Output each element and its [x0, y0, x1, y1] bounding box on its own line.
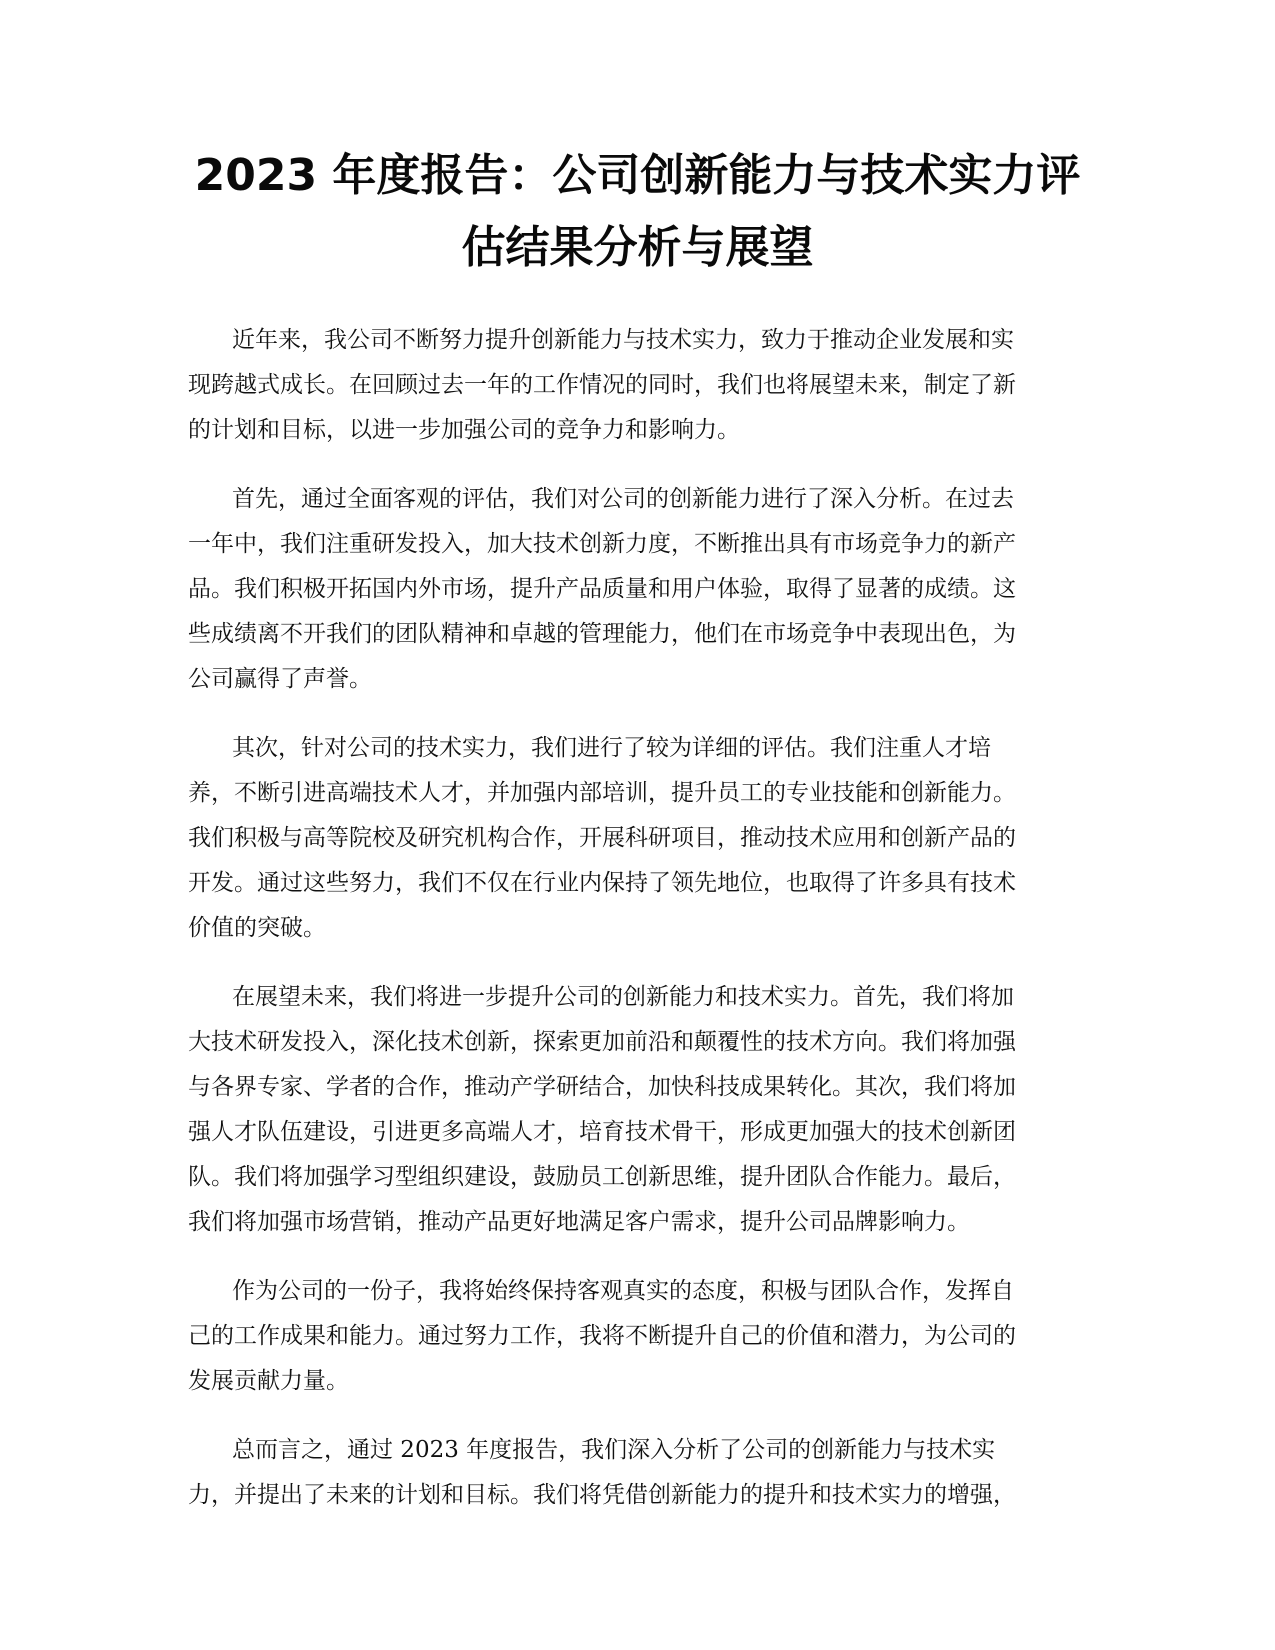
- paragraph: [188, 975, 1088, 1245]
- paragraph-line: 力，并提出了未来的计划和目标。我们将凭借创新能力的提升和技术实力的增强，: [188, 1482, 1016, 1508]
- paragraph-line: 我们积极与高等院校及研究机构合作，开展科研项目，推动技术应用和创新产品的: [188, 825, 1016, 851]
- title-line: 估结果分析与展望: [461, 222, 814, 273]
- paragraph-line: 大技术研发投入，深化技术创新，探索更加前沿和颠覆性的技术方向。我们将加强: [188, 1029, 1016, 1055]
- paragraph-line: 队。我们将加强学习型组织建设，鼓励员工创新思维，提升团队合作能力。最后，: [188, 1164, 1016, 1190]
- paragraph-line: 些成绩离不开我们的团队精神和卓越的管理能力，他们在市场竞争中表现出色，为: [188, 621, 1016, 647]
- paragraph-line: 价值的突破。: [188, 915, 326, 941]
- paragraph-line: 近年来，我公司不断努力提升创新能力与技术实力，致力于推动企业发展和实: [232, 327, 1014, 353]
- paragraph-line: 一年中，我们注重研发投入，加大技术创新力度，不断推出具有市场竞争力的新产: [188, 531, 1016, 557]
- paragraph-line: 发展贡献力量。: [188, 1368, 349, 1394]
- document-title: [170, 140, 1105, 284]
- paragraph-line: 现跨越式成长。在回顾过去一年的工作情况的同时，我们也将展望未来，制定了新: [188, 372, 1016, 398]
- paragraph-line: 品。我们积极开拓国内外市场，提升产品质量和用户体验，取得了显著的成绩。这: [188, 576, 1016, 602]
- paragraph-line: 养，不断引进高端技术人才，并加强内部培训，提升员工的专业技能和创新能力。: [188, 780, 1016, 806]
- document-body: [188, 318, 1088, 1542]
- paragraph-line: 己的工作成果和能力。通过努力工作，我将不断提升自己的价值和潜力，为公司的: [188, 1323, 1016, 1349]
- paragraph-line: 其次，针对公司的技术实力，我们进行了较为详细的评估。我们注重人才培: [232, 735, 991, 761]
- paragraph: [188, 1428, 1088, 1518]
- paragraph: [188, 318, 1088, 453]
- paragraph-line: 首先，通过全面客观的评估，我们对公司的创新能力进行了深入分析。在过去: [232, 486, 1014, 512]
- paragraph-line: 公司赢得了声誉。: [188, 666, 372, 692]
- title-line: 2023 年度报告：公司创新能力与技术实力评: [194, 150, 1081, 201]
- paragraph: [188, 726, 1088, 951]
- paragraph-line: 总而言之，通过 2023 年度报告，我们深入分析了公司的创新能力与技术实: [232, 1437, 996, 1463]
- paragraph: [188, 1269, 1088, 1404]
- paragraph-line: 在展望未来，我们将进一步提升公司的创新能力和技术实力。首先，我们将加: [232, 984, 1014, 1010]
- paragraph-line: 开发。通过这些努力，我们不仅在行业内保持了领先地位，也取得了许多具有技术: [188, 870, 1016, 896]
- paragraph-line: 作为公司的一份子，我将始终保持客观真实的态度，积极与团队合作，发挥自: [232, 1278, 1014, 1304]
- paragraph: [188, 477, 1088, 702]
- paragraph-line: 与各界专家、学者的合作，推动产学研结合，加快科技成果转化。其次，我们将加: [188, 1074, 1016, 1100]
- paragraph-line: 的计划和目标，以进一步加强公司的竞争力和影响力。: [188, 417, 740, 443]
- paragraph-line: 强人才队伍建设，引进更多高端人才，培育技术骨干，形成更加强大的技术创新团: [188, 1119, 1016, 1145]
- paragraph-line: 我们将加强市场营销，推动产品更好地满足客户需求，提升公司品牌影响力。: [188, 1209, 970, 1235]
